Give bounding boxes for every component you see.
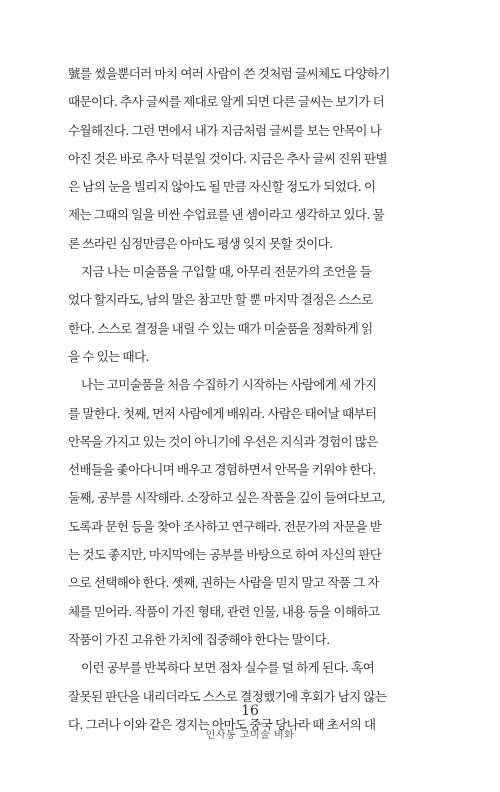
text-line: 이런 공부를 반복하다 보면 점차 실수를 덜 하게 된다. 혹여	[81, 660, 375, 676]
text-line: 는 것도 좋지만, 마지막에는 공부를 바탕으로 하여 자신의 판단	[68, 547, 382, 563]
text-line: 잘못된 판단을 내리더라도 스스로 결정했기에 후회가 남지 않는	[68, 688, 387, 704]
text-line: 둘째, 공부를 시작해라. 소장하고 싶은 작품을 깊이 들여다보고,	[68, 490, 386, 506]
text-line: 수월해진다. 그런 면에서 내가 지금처럼 글씨를 보는 안목이 나	[68, 122, 382, 138]
text-line: 號를 썼을뿐더러 마치 여러 사람이 쓴 것처럼 글씨체도 다양하기	[68, 66, 390, 81]
text-line: 선배들을 좇아다니며 배우고 경험하면서 안목을 키워야 한다.	[68, 462, 376, 478]
text-line: 지금 나는 미술품을 구입할 때, 아무리 전문가의 조언을 들	[81, 264, 372, 280]
text-line: 때문이다. 추사 글씨를 제대로 알게 되면 다른 글씨는 보기가 더	[68, 94, 385, 110]
text-line: 나는 고미술품을 처음 수집하기 시작하는 사람에게 세 가지	[81, 377, 377, 393]
text-line: 한다. 스스로 결정을 내릴 수 있는 때가 미술품을 정확하게 읽	[68, 320, 373, 336]
running-footer-title: 인사동 고미술 비화	[205, 730, 295, 741]
text-line: 론 쓰라린 심정만큼은 아마도 평생 잊지 못할 것이다.	[68, 235, 333, 251]
text-line: 은 남의 눈을 빌리지 않아도 될 만큼 자신할 정도가 되었다. 이	[68, 179, 376, 195]
text-line: 을 수 있는 때다.	[68, 348, 149, 364]
body-text	[68, 60, 432, 739]
page-number: 16	[241, 703, 259, 719]
text-line: 었다 할지라도, 남의 말은 참고만 할 뿐 마지막 결정은 스스로	[68, 292, 373, 308]
text-line: 제는 그때의 일을 비싼 수업료를 낸 셈이라고 생각하고 있다. 물	[68, 207, 385, 223]
text-line: 를 말한다. 첫째, 먼저 사람에게 배워라. 사람은 태어날 때부터	[68, 405, 377, 421]
text-line: 작품이 가진 고유한 가치에 집중해야 한다는 말이다.	[68, 631, 330, 647]
text-line: 체를 믿어라. 작품이 가진 형태, 관련 인물, 내용 등을 이해하고	[68, 603, 380, 619]
text-line: 다. 그러나 이와 같은 경지는 아마도 중국 당나라 때 초서의 대	[68, 716, 376, 732]
text-line: 도록과 문헌 등을 찾아 조사하고 연구해라. 전문가의 자문을 받	[68, 518, 382, 534]
text-line: 으로 선택해야 한다. 셋째, 권하는 사람을 믿지 말고 작품 그 자	[68, 575, 379, 591]
text-line: 안목을 가지고 있는 것이 아니기에 우선은 지식과 경험이 많은	[68, 433, 378, 449]
text-line: 아진 것은 바로 추사 덕분일 것이다. 지금은 추사 글씨 진위 판별	[68, 150, 387, 166]
